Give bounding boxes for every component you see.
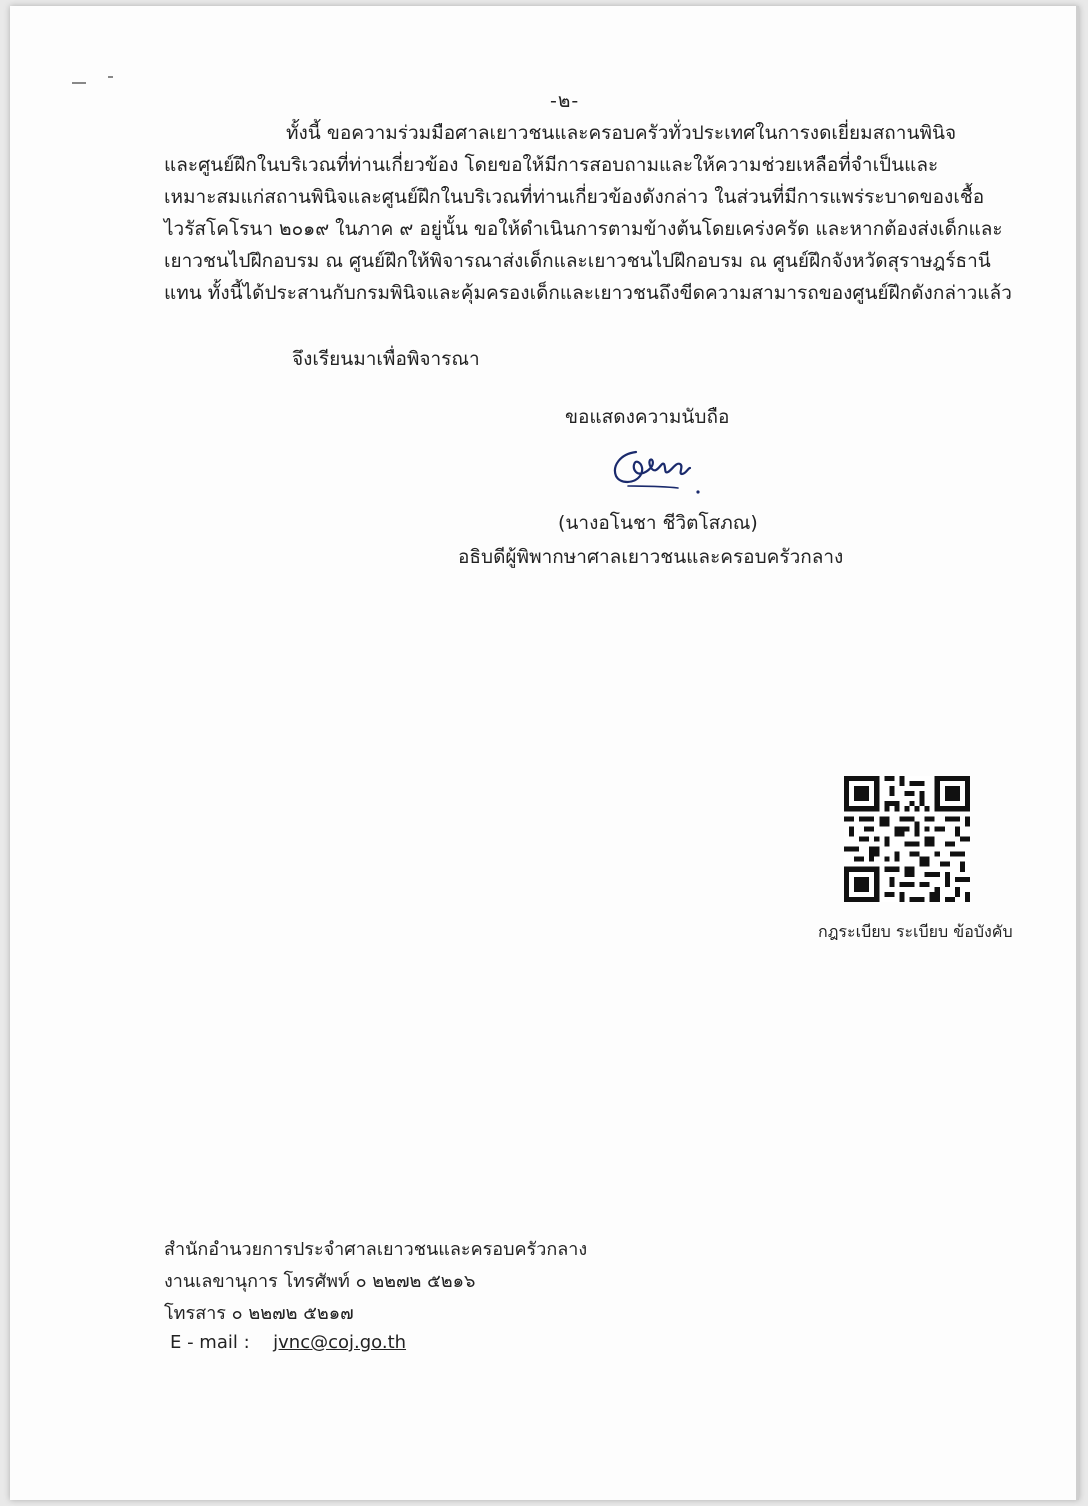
footer-fax: โทรสาร ๐ ๒๒๗๒ ๕๒๑๗	[164, 1303, 354, 1324]
salutation: ขอแสดงความนับถือ	[565, 406, 730, 428]
paragraph-line: เยาวชนไปฝึกอบรม ณ ศูนย์ฝึกให้พิจารณาส่งเด็กและเยาวชนไปฝึกอบรม ณ ศูนย์ฝึกจังหวัดสุราษฎร์ธานี	[164, 250, 991, 272]
paragraph-line: ไวรัสโคโรนา ๒๐๑๙ ในภาค ๙ อยู่นั้น ขอให้ดำเนินการตามข้างต้นโดยเคร่งครัด และหากต้องส่งเด็กและ	[164, 218, 1003, 240]
signer-name: (นางอโนชา ชีวิตโสภณ)	[558, 512, 758, 534]
footer-email-row	[170, 1332, 406, 1353]
closing-request: จึงเรียนมาเพื่อพิจารณา	[292, 348, 480, 370]
qr-caption: กฎระเบียบ ระเบียบ ข้อบังคับ	[818, 922, 1013, 941]
qr-code-icon	[844, 776, 970, 902]
paragraph-line: ทั้งนี้ ขอความร่วมมือศาลเยาวชนและครอบครัวทั่วประเทศในการงดเยี่ยมสถานพินิจ	[286, 122, 957, 144]
footer-phone: งานเลขานุการ โทรศัพท์ ๐ ๒๒๗๒ ๕๒๑๖	[164, 1271, 476, 1292]
document-page	[10, 6, 1079, 1500]
footer-office: สำนักอำนวยการประจำศาลเยาวชนและครอบครัวกลาง	[164, 1239, 588, 1260]
page-number: -๒-	[550, 90, 580, 112]
email-label: E - mail :	[170, 1332, 250, 1353]
paragraph-line: และศูนย์ฝึกในบริเวณที่ท่านเกี่ยวข้อง โดยขอให้มีการสอบถามและให้ความช่วยเหลือที่จำเป็นและ	[164, 154, 939, 176]
signature-icon	[606, 442, 710, 498]
signer-title: อธิบดีผู้พิพากษาศาลเยาวชนและครอบครัวกลาง	[458, 546, 844, 568]
scan-speck	[108, 76, 113, 78]
paragraph-line: เหมาะสมแก่สถานพินิจและศูนย์ฝึกในบริเวณที่ท่านเกี่ยวข้องดังกล่าว ในส่วนที่มีการแพร่ระบาดของเชื้อ	[164, 186, 985, 208]
scan-speck	[72, 82, 86, 84]
paragraph-line: แทน ทั้งนี้ได้ประสานกับกรมพินิจและคุ้มครองเด็กและเยาวชนถึงขีดความสามารถของศูนย์ฝึกดังกล่าวแล้ว	[164, 282, 1012, 304]
email-link[interactable]: jvnc@coj.go.th	[273, 1332, 407, 1353]
